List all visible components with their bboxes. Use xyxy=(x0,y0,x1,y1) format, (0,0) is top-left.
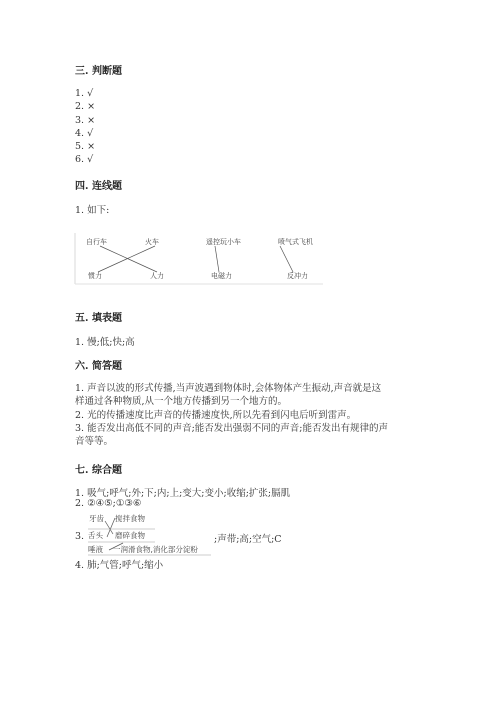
judge-item-4: 4. √ xyxy=(75,127,94,139)
section-judge-title: 三. 判断题 xyxy=(75,66,122,77)
section-short-title: 六. 简答题 xyxy=(75,361,122,372)
short-line-1: 1. 声音以波的形式传播,当声波遇到物体时,会体物体产生振动,声音就是这 xyxy=(75,383,382,394)
judge-item-1: 1. √ xyxy=(75,88,94,99)
organ-right-1: 搅拌食物 xyxy=(115,514,145,523)
comprehensive-line-4: 4. 肺;气管;呼气;缩小 xyxy=(75,560,164,571)
short-line-5: 音等等。 xyxy=(75,436,114,448)
judge-item-2: 2. × xyxy=(75,101,96,113)
connect-bottom-label-3: 电磁力 xyxy=(211,272,232,280)
organ-left-3: 唾液 xyxy=(88,545,103,554)
organ-match-diagram xyxy=(85,510,215,556)
organ-left-2: 舌头 xyxy=(88,531,103,540)
short-line-2: 样通过各种物质,从一个地方传播到另一个地方的。 xyxy=(75,396,288,408)
connect-intro: 1. 如下: xyxy=(75,205,110,216)
connect-bottom-label-1: 惯力 xyxy=(88,272,102,280)
connect-diagram xyxy=(75,232,325,286)
connect-top-label-3: 遥控玩小车 xyxy=(206,238,241,246)
judge-item-6: 6. √ xyxy=(75,154,94,166)
organ-left-1: 牙齿 xyxy=(89,514,104,523)
connect-top-label-2: 火车 xyxy=(145,238,159,246)
organ-right-3: 一润滑食物,消化部分淀粉 xyxy=(113,545,198,554)
section-connect-title: 四. 连线题 xyxy=(75,181,122,192)
link-remote-car-electro xyxy=(215,246,219,272)
comprehensive-line-3-suffix: ;声带;高;空气;C xyxy=(214,534,282,545)
link-bicycle-human xyxy=(100,246,157,272)
connect-top-label-4: 喷气式飞机 xyxy=(278,238,313,246)
short-line-3: 2. 光的传播速度比声音的传播速度快,所以先看到闪电后听到雷声。 xyxy=(75,409,357,421)
link-jet-recoil xyxy=(280,246,293,272)
comprehensive-line-3-prefix: 3. xyxy=(75,531,85,542)
link-train-inertia xyxy=(98,246,155,272)
fill-answer: 1. 慢;低;快;高 xyxy=(75,337,135,348)
comprehensive-line-1: 1. 吸气;呼气;外;下;内;上;变大;变小;收缩;扩张;膈肌 xyxy=(75,488,291,499)
judge-answers xyxy=(75,87,95,167)
organ-right-2: 磨碎食物 xyxy=(115,531,145,540)
judge-item-5: 5. × xyxy=(75,141,96,153)
short-answers xyxy=(75,382,388,448)
judge-item-3: 3. × xyxy=(75,114,96,126)
section-comprehensive-title: 七. 综合题 xyxy=(75,465,122,476)
short-line-4: 3. 能否发出高低不同的声音;能否发出强弱不同的声音;能否发出有规律的声 xyxy=(75,422,388,434)
connect-bottom-label-2: 人力 xyxy=(150,272,164,280)
comprehensive-line-2: 2. ②④⑤;①③⑥ xyxy=(75,498,142,509)
section-fill-title: 五. 填表题 xyxy=(75,313,122,324)
connect-top-label-1: 自行车 xyxy=(86,238,107,246)
connect-bottom-label-4: 反冲力 xyxy=(287,272,308,280)
link-tongue xyxy=(107,518,115,537)
